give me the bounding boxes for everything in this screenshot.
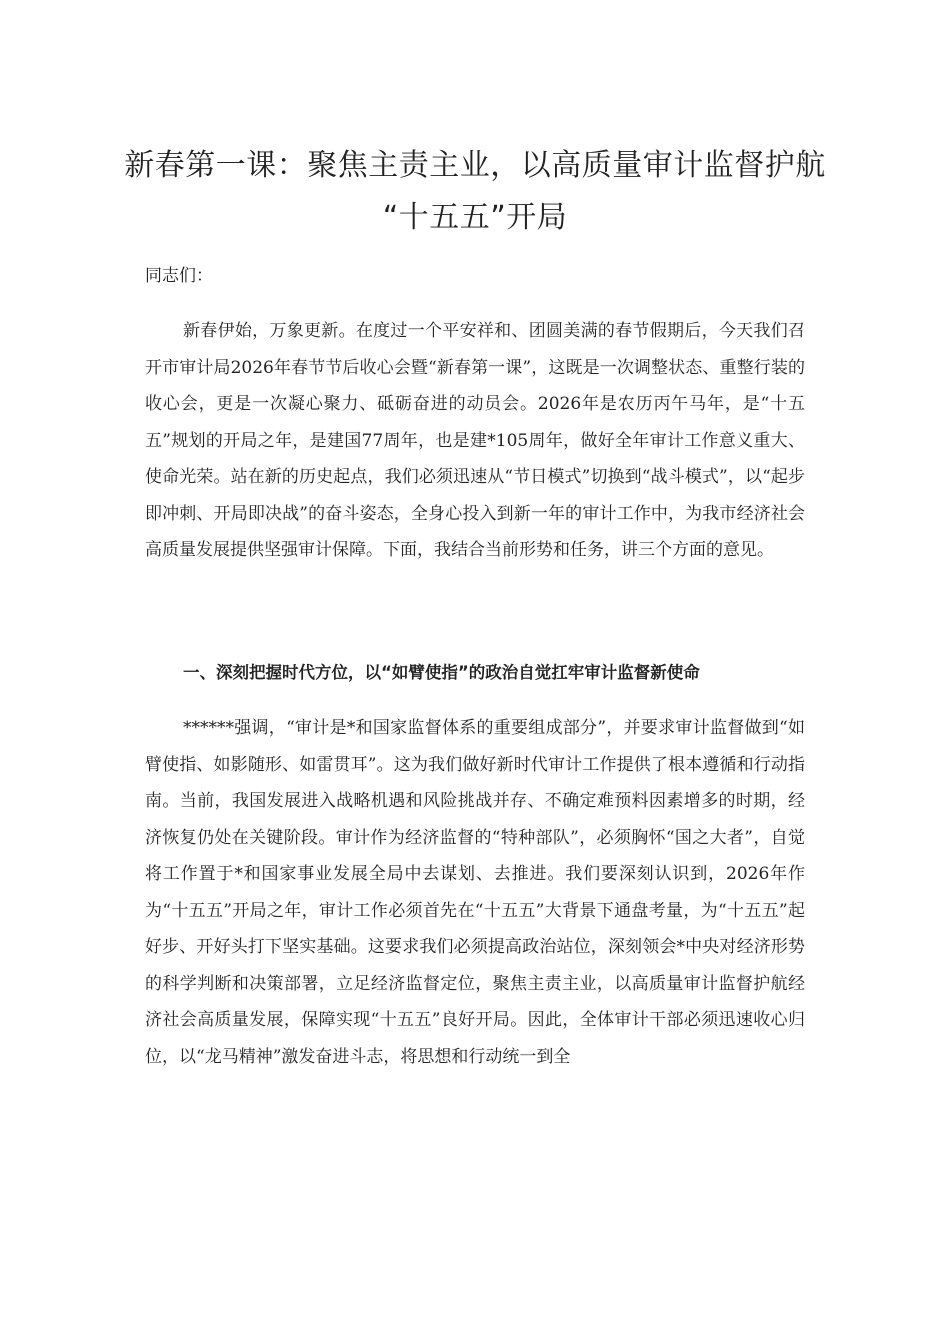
section-heading-1: 一、深刻把握时代方位，以“如臂使指”的政治自觉扛牢审计监督新使命 <box>183 663 700 682</box>
paragraph-opening: 新春伊始，万象更新。在度过一个平安祥和、团圆美满的春节假期后，今天我们召开市审计局2026年春节节后收心会暨“新春第一课”，这既是一次调整状态、重整行装的收心会，更是一次凝心聚力、砥砺奋进的动员会。2026年是农历丙午马年，是“十五五”规划的开局之年，是建国77周年，也是建*105周年，做好全年审计工作意义重大、使命光荣。站在新的历史起点，我们必须迅速从“节日模式”切换到“战斗模式”，以“起步即冲刺、开局即决战”的奋斗姿态，全身心投入到新一年的审计工作中，为我市经济社会高质量发展提供坚强审计保障。下面，我结合当前形势和任务，讲三个方面的意见。 <box>145 321 805 560</box>
greeting: 同志们： <box>145 266 213 286</box>
paragraph-section-1: ******强调，“审计是*和国家监督体系的重要组成部分”，并要求审计监督做到“如臂使指、如影随形、如雷贯耳”。这为我们做好新时代审计工作提供了根本遵循和行动指南。当前，我国发展进入战略机遇和风险挑战并存、不确定难预料因素增多的时期，经济恢复仍处在关键阶段。审计作为经济监督的“特种部队”，必须胸怀“国之大者”，自觉将工作置于*和国家事业发展全局中去谋划、去推进。我们要深刻认识到，2026年作为“十五五”开局之年，审计工作必须首先在“十五五”大背景下通盘考量，为“十五五”起好步、开好头打下坚实基础。这要求我们必须提高政治站位，深刻领会*中央对经济形势的科学判断和决策部署，立足经济监督定位，聚焦主责主业，以高质量审计监督护航经济社会高质量发展，保障实现“十五五”良好开局。因此，全体审计干部必须迅速收心归位，以“龙马精神”激发奋进斗志，将思想和行动统一到全 <box>145 718 805 1067</box>
title-line-2: “十五五”开局 <box>382 200 568 235</box>
title-line-1: 新春第一课：聚焦主责主业，以高质量审计监督护航 <box>124 148 826 183</box>
document-title <box>120 140 830 244</box>
